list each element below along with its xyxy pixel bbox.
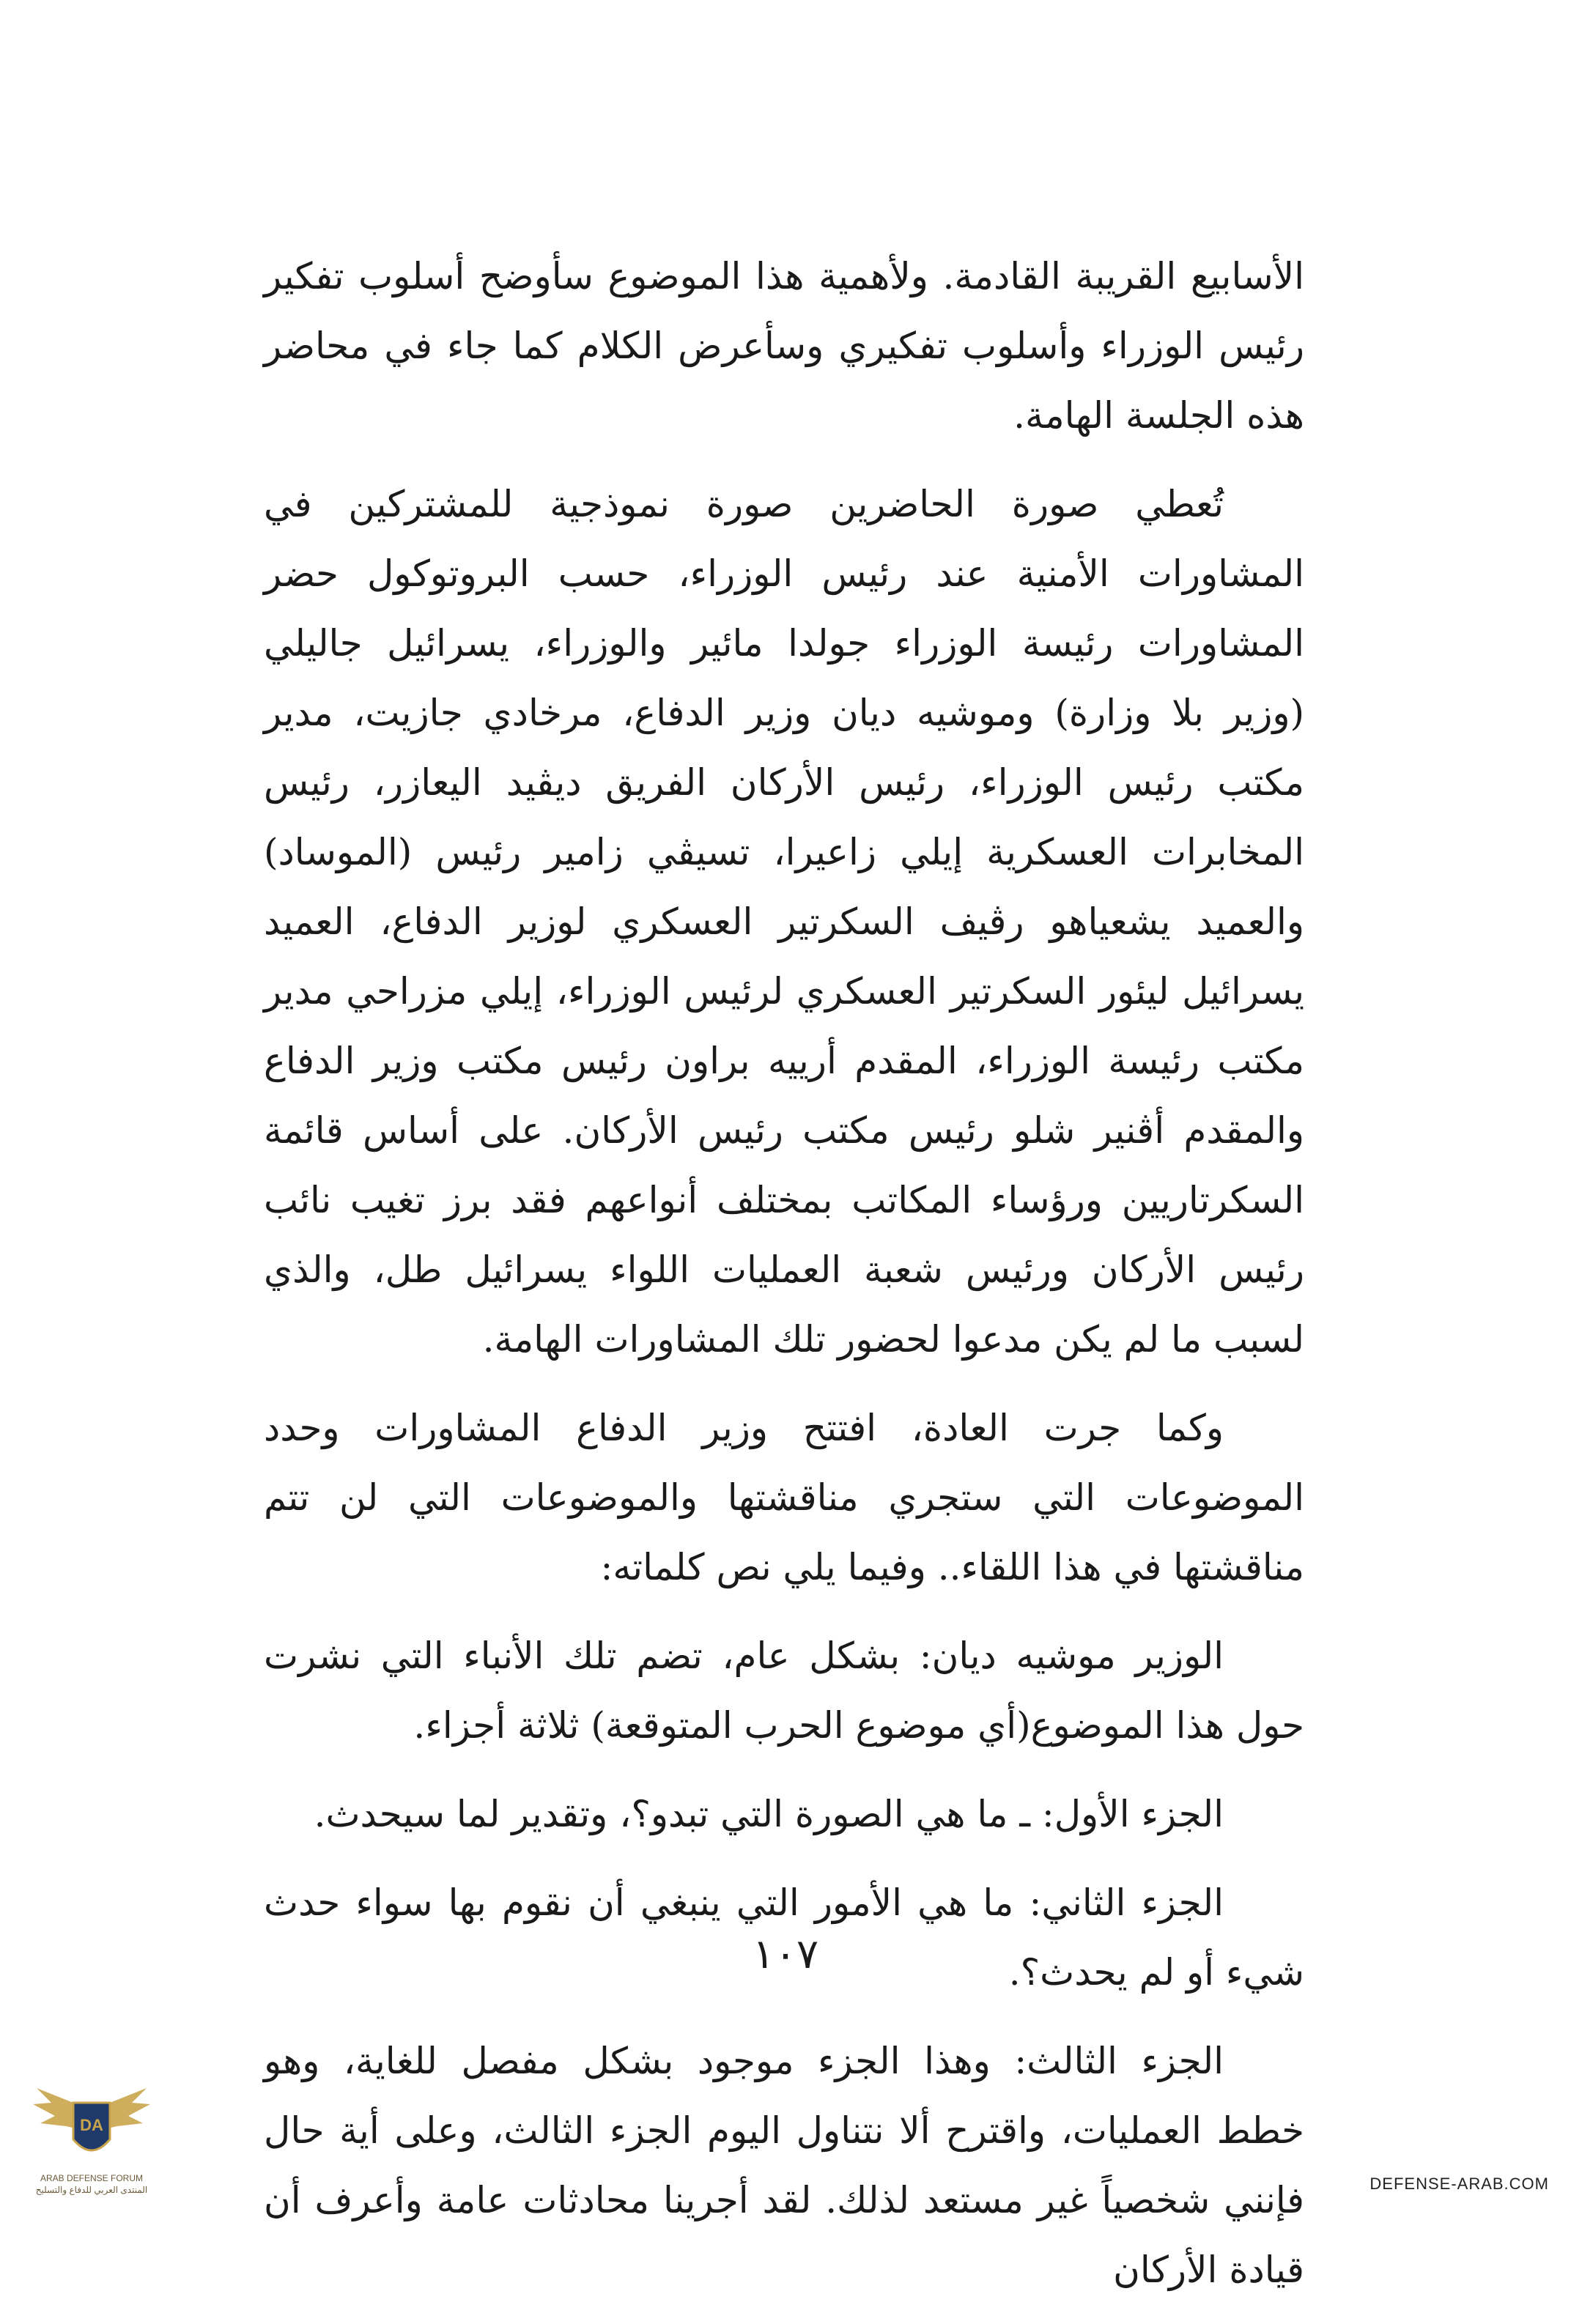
- paragraph-3: وكما جرت العادة، افتتح وزير الدفاع المشاورات وحدد الموضوعات التي ستجري مناقشتها والموضوعات التي لن تتم مناقشتها في هذا اللقاء.. وفيما يلي نص كلماته:: [264, 1407, 1304, 1588]
- paragraph-4: الوزير موشيه ديان: بشكل عام، تضم تلك الأنباء التي نشرت حول هذا الموضوع(أي موضوع الحرب المتوقعة) ثلاثة أجزاء.: [264, 1635, 1304, 1747]
- logo-caption-ar: المنتدى العربي للدفاع والتسليح: [35, 2185, 148, 2195]
- logo-caption: [22, 2172, 161, 2196]
- svg-text:DA: DA: [80, 2116, 103, 2134]
- paragraph-7: الجزء الثالث: وهذا الجزء موجود بشكل مفصل للغاية، وهو خطط العمليات، واقترح ألا نتناول اليوم الجزء الثالث، وعلى أية حال فإنني شخصياً غير مستعد لذلك. لقد أجرينا محادثات عامة وأعرف أن قيادة الأركان: [264, 2040, 1304, 2291]
- page-body: [264, 242, 1304, 2324]
- paragraph-1: الأسابيع القريبة القادمة. ولأهمية هذا الموضوع سأوضح أسلوب تفكير رئيس الوزراء وأسلوب تفكيري وسأعرض الكلام كما جاء في محاضر هذه الجلسة الهامة.: [264, 255, 1304, 437]
- page-number: ١٠٧: [752, 1931, 819, 1978]
- site-watermark: DEFENSE-ARAB.COM: [1369, 2175, 1549, 2193]
- paragraph-2: تُعطي صورة الحاضرين صورة نموذجية للمشتركين في المشاورات الأمنية عند رئيس الوزراء، حسب البروتوكول حضر المشاورات رئيسة الوزراء جولدا مائير والوزراء، يسرائيل جاليلي (وزير بلا وزارة) وموشيه ديان وزير الدفاع، مرخادي جازيت، مدير مكتب رئيس الوزراء، رئيس الأركان الفريق ديڤيد اليعازر، رئيس المخابرات العسكرية إيلي زاعيرا، تسيڤي زامير رئيس (الموساد) والعميد يشعياهو رڤيف السكرتير العسكري لوزير الدفاع، العميد يسرائيل ليئور السكرتير العسكري لرئيس الوزراء، إيلي مزراحي مدير مكتب رئيسة الوزراء، المقدم أرييه براون رئيس مكتب وزير الدفاع والمقدم أڤنير شلو رئيس مكتب رئيس الأركان. على أساس قائمة السكرتاريين ورؤساء المكاتب بمختلف أنواعهم فقد برز تغيب نائب رئيس الأركان ورئيس شعبة العمليات اللواء يسرائيل طل، والذي لسبب ما لم يكن مدعوا لحضور تلك المشاورات الهامة.: [264, 483, 1304, 1361]
- paragraph-6: الجزء الثاني: ما هي الأمور التي ينبغي أن نقوم بها سواء حدث شيء أو لم يحدث؟.: [264, 1881, 1304, 1994]
- logo-caption-en: ARAB DEFENSE FORUM: [40, 2173, 143, 2183]
- paragraph-5: الجزء الأول: ـ ما هي الصورة التي تبدو؟، وتقدير لما سيحدث.: [314, 1793, 1224, 1835]
